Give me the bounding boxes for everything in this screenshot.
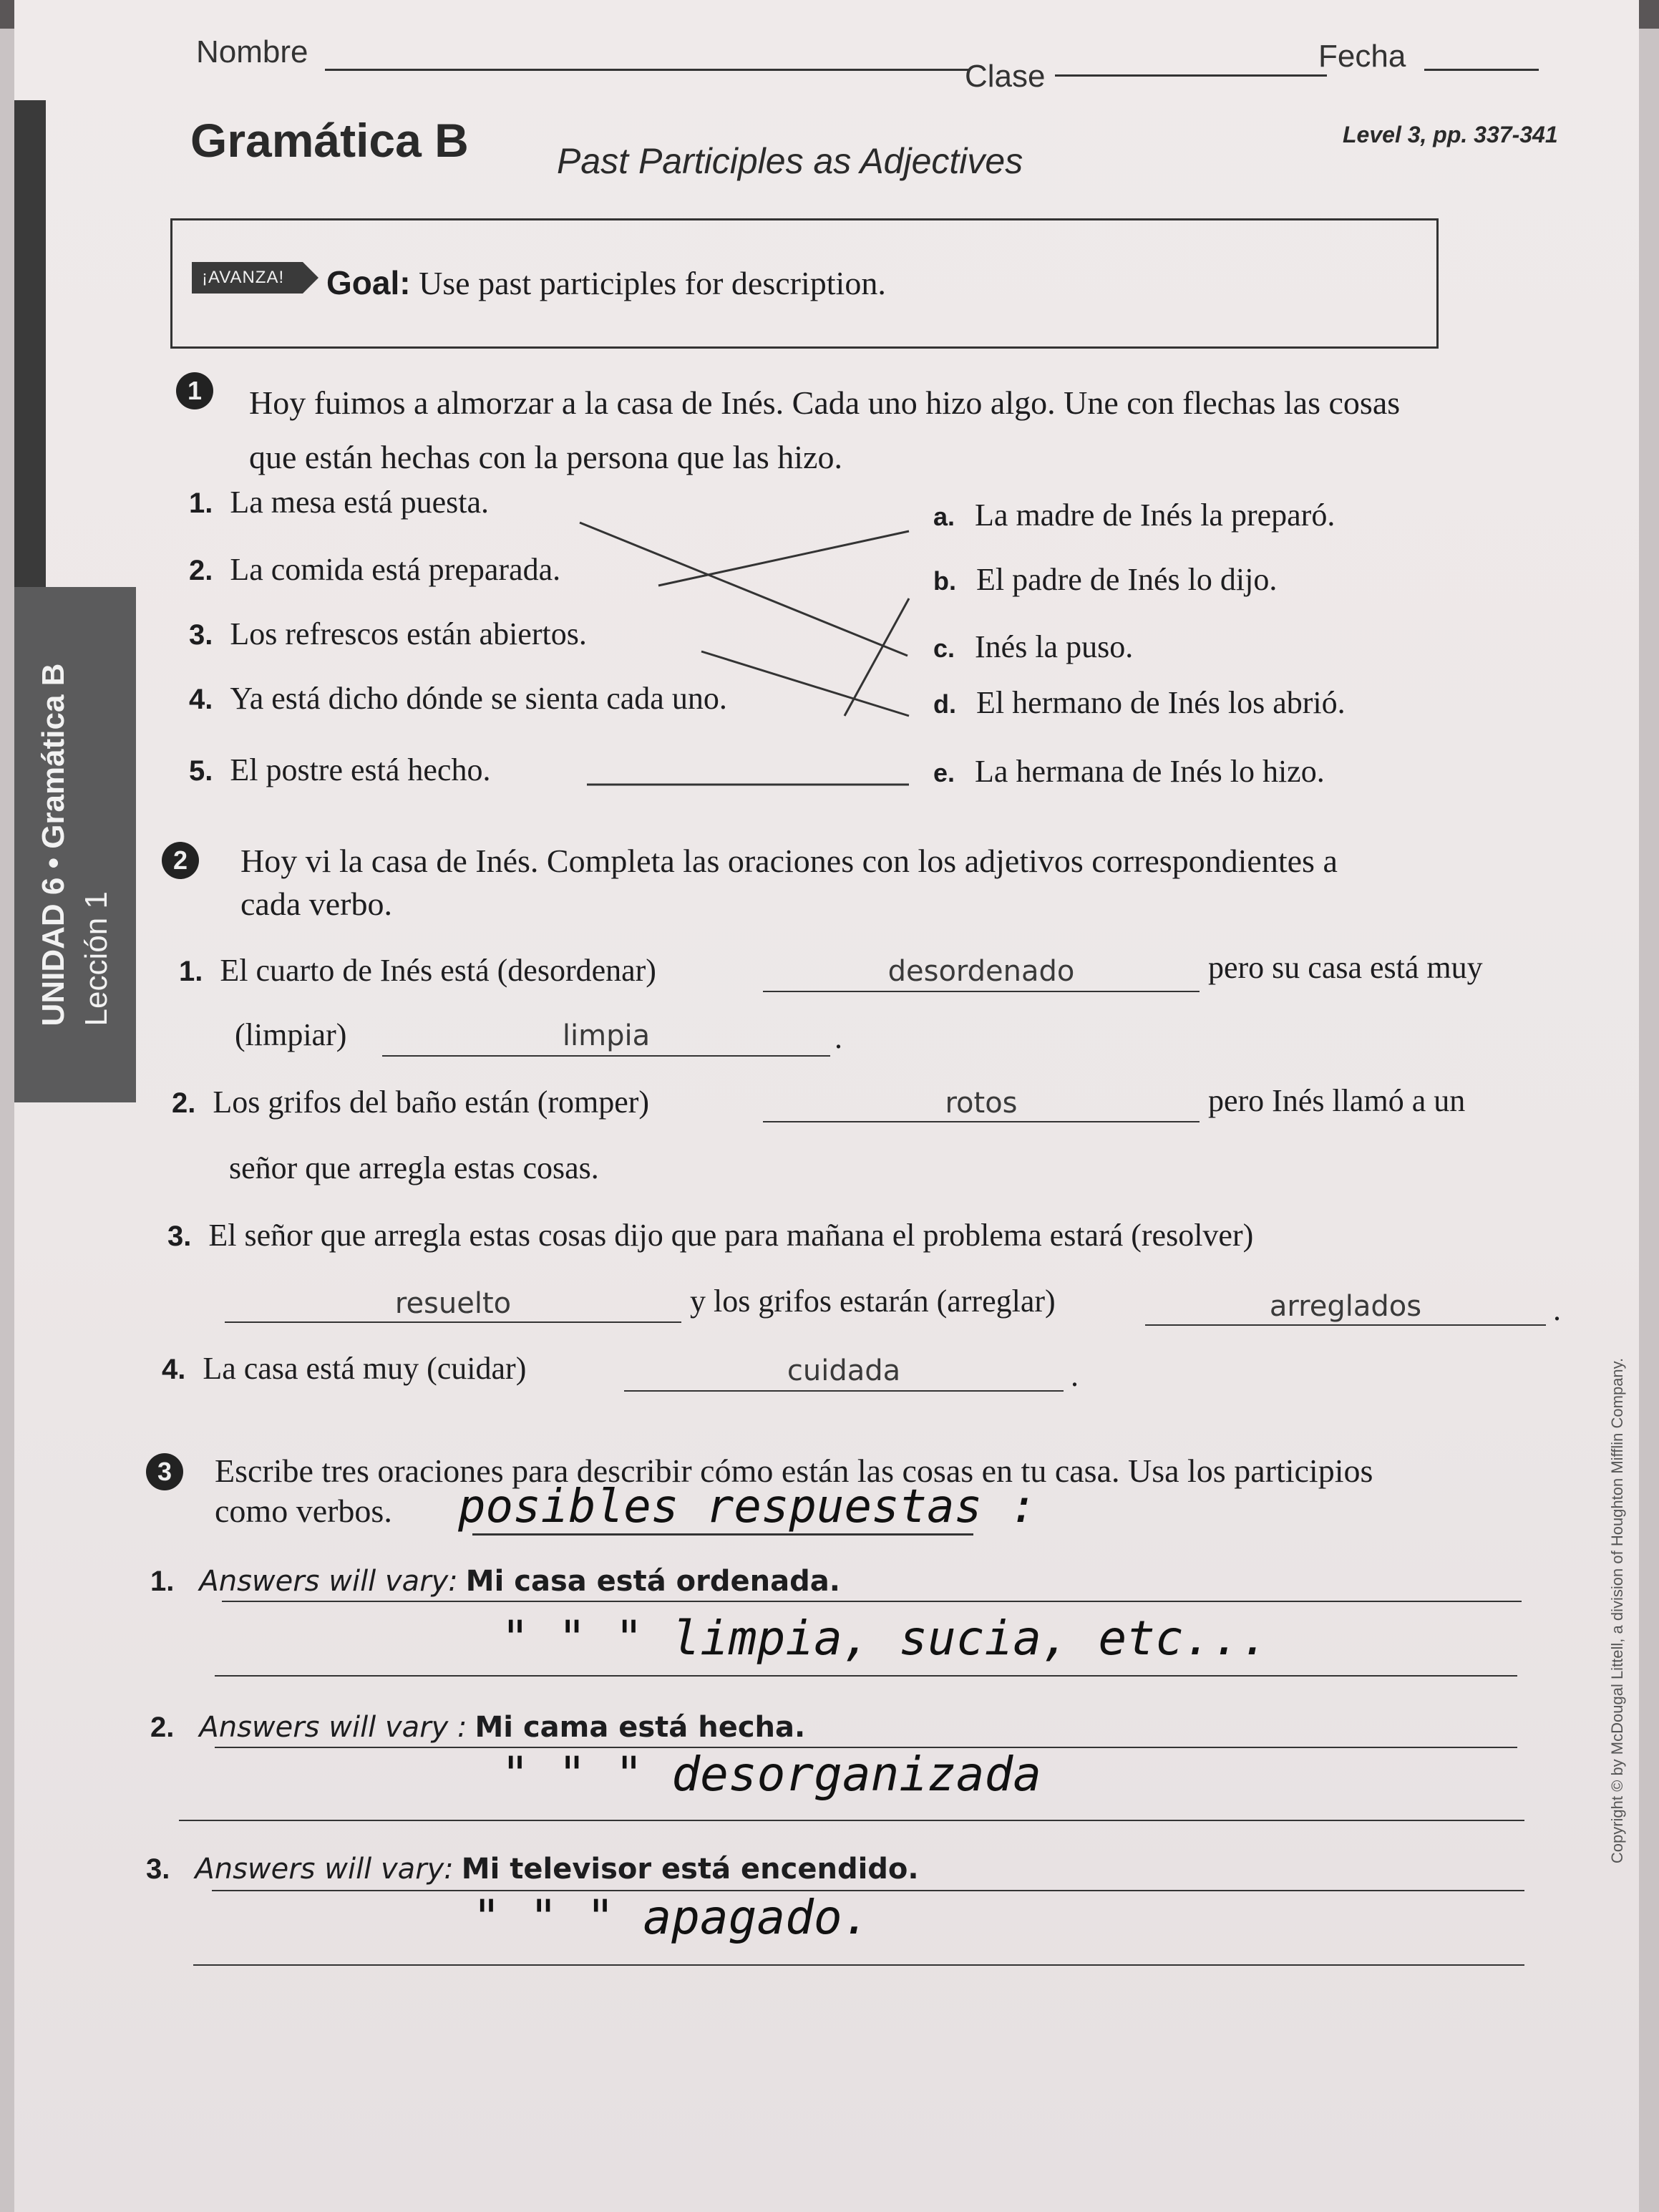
fill-item-1-after: pero su casa está muy	[1208, 950, 1483, 985]
worksheet-page	[14, 0, 1639, 2212]
write-item-3: 3. Answers will vary: Mi televisor está encendido.	[146, 1853, 919, 1886]
page-title: Gramática B	[190, 114, 469, 167]
write-item-1-line2	[215, 1675, 1517, 1677]
section-3-number: 3	[146, 1453, 183, 1490]
write-item-1-line1	[222, 1601, 1522, 1602]
fill-item-4-before: 4. La casa está muy (cuidar)	[162, 1351, 527, 1386]
write-item-2-line2	[179, 1820, 1524, 1821]
goal-label: Goal:	[326, 264, 411, 301]
match-left-item-5: 5. El postre está hecho.	[189, 752, 491, 787]
section-3-instructions-line1: Escribe tres oraciones para describir cómo están las cosas en tu casa. Usa los participios	[215, 1452, 1373, 1489]
match-right-item-a: a. La madre de Inés la preparó.	[933, 498, 1336, 533]
fill-item-3-answer1-line	[225, 1321, 681, 1323]
section-1-instructions-line1: Hoy fuimos a almorzar a la casa de Inés. Cada uno hizo algo. Une con flechas las cosas	[249, 384, 1401, 421]
fill-item-2-before: 2. Los grifos del baño están (romper)	[172, 1085, 650, 1120]
unit-side-line1: UNIDAD 6 • Gramática B	[36, 663, 71, 1027]
write-item-2-handwritten[interactable]: " " " desorganizada	[501, 1747, 1041, 1802]
unit-side-line2: Lección 1	[79, 891, 114, 1027]
section-1-number: 1	[176, 372, 213, 409]
write-item-1: 1. Answers will vary: Mi casa está ordenada.	[150, 1565, 840, 1598]
write-item-3-handwritten[interactable]: " " " apagado.	[472, 1890, 871, 1945]
fill-item-2-answer1[interactable]: rotos	[945, 1087, 1018, 1120]
fill-item-1-period: .	[835, 1020, 842, 1055]
section-2-instructions-line2: cada verbo.	[240, 886, 392, 922]
level-reference: Level 3, pp. 337-341	[1343, 122, 1558, 147]
match-right-item-d: d. El hermano de Inés los abrió.	[933, 685, 1346, 720]
fill-item-2-line2: señor que arregla estas cosas.	[229, 1150, 599, 1185]
fill-item-3-mid: y los grifos estarán (arreglar)	[690, 1284, 1056, 1319]
write-item-3-line2	[193, 1964, 1524, 1966]
nombre-label: Nombre	[196, 34, 308, 69]
fill-item-3-answer2[interactable]: arreglados	[1269, 1290, 1422, 1323]
match-right-item-e: e. La hermana de Inés lo hizo.	[933, 754, 1325, 789]
fill-item-4-period: .	[1071, 1358, 1079, 1393]
handwritten-heading-underline	[472, 1533, 973, 1536]
fill-item-2-after: pero Inés llamó a un	[1208, 1083, 1466, 1118]
fill-item-4-answer1[interactable]: cuidada	[787, 1354, 901, 1387]
fill-item-1-answer2[interactable]: limpia	[562, 1019, 651, 1052]
match-right-item-b: b. El padre de Inés lo dijo.	[933, 562, 1278, 597]
fill-item-3-answer2-line	[1145, 1324, 1546, 1326]
fecha-label: Fecha	[1318, 39, 1406, 74]
fill-item-3-answer1[interactable]: resuelto	[394, 1287, 512, 1320]
match-left-item-2: 2. La comida está preparada.	[189, 552, 561, 587]
write-item-1-handwritten[interactable]: " " " limpia, sucia, etc...	[501, 1611, 1269, 1666]
fill-item-4-answer1-line	[624, 1390, 1064, 1392]
section-1-instructions-line2: que están hechas con la persona que las hizo.	[249, 439, 842, 475]
goal-text: Use past participles for description.	[419, 265, 886, 301]
match-left-item-1: 1. La mesa está puesta.	[189, 485, 489, 520]
write-item-2: 2. Answers will vary : Mi cama está hecha.	[150, 1711, 806, 1744]
match-line-3-d	[701, 651, 909, 716]
section-3-instructions-line2: como verbos.	[215, 1493, 392, 1529]
page-subtitle: Past Participles as Adjectives	[557, 141, 1023, 181]
section-2-instructions-line1: Hoy vi la casa de Inés. Completa las oraciones con los adjetivos correspondientes a	[240, 843, 1338, 879]
handwritten-heading: posibles respuestas :	[458, 1480, 1038, 1533]
fill-item-3-period: .	[1553, 1292, 1561, 1327]
match-left-item-3: 3. Los refrescos están abiertos.	[189, 616, 587, 651]
fill-item-1-before: 1. El cuarto de Inés está (desordenar)	[179, 953, 656, 988]
match-right-item-c: c. Inés la puso.	[933, 629, 1134, 664]
fill-item-1-line2-before: (limpiar)	[235, 1017, 347, 1052]
match-left-item-4: 4. Ya está dicho dónde se sienta cada uno.	[189, 681, 727, 716]
fill-item-3-before: 3. El señor que arregla estas cosas dijo que para mañana el problema estará (resolver)	[167, 1218, 1254, 1253]
section-2-number: 2	[162, 842, 199, 879]
match-line-4-b	[845, 598, 909, 716]
fill-item-1-answer2-line	[382, 1055, 830, 1057]
copyright-notice: Copyright © by McDougal Littell, a division of Houghton Mifflin Company.	[1608, 1357, 1626, 1864]
fill-item-1-answer1[interactable]: desordenado	[887, 955, 1075, 988]
fill-item-2-answer1-line	[763, 1121, 1200, 1122]
avanza-badge: ¡AVANZA!	[192, 262, 303, 294]
match-line-2-a	[658, 531, 909, 586]
fill-item-1-answer1-line	[763, 991, 1200, 992]
clase-label: Clase	[965, 59, 1046, 94]
